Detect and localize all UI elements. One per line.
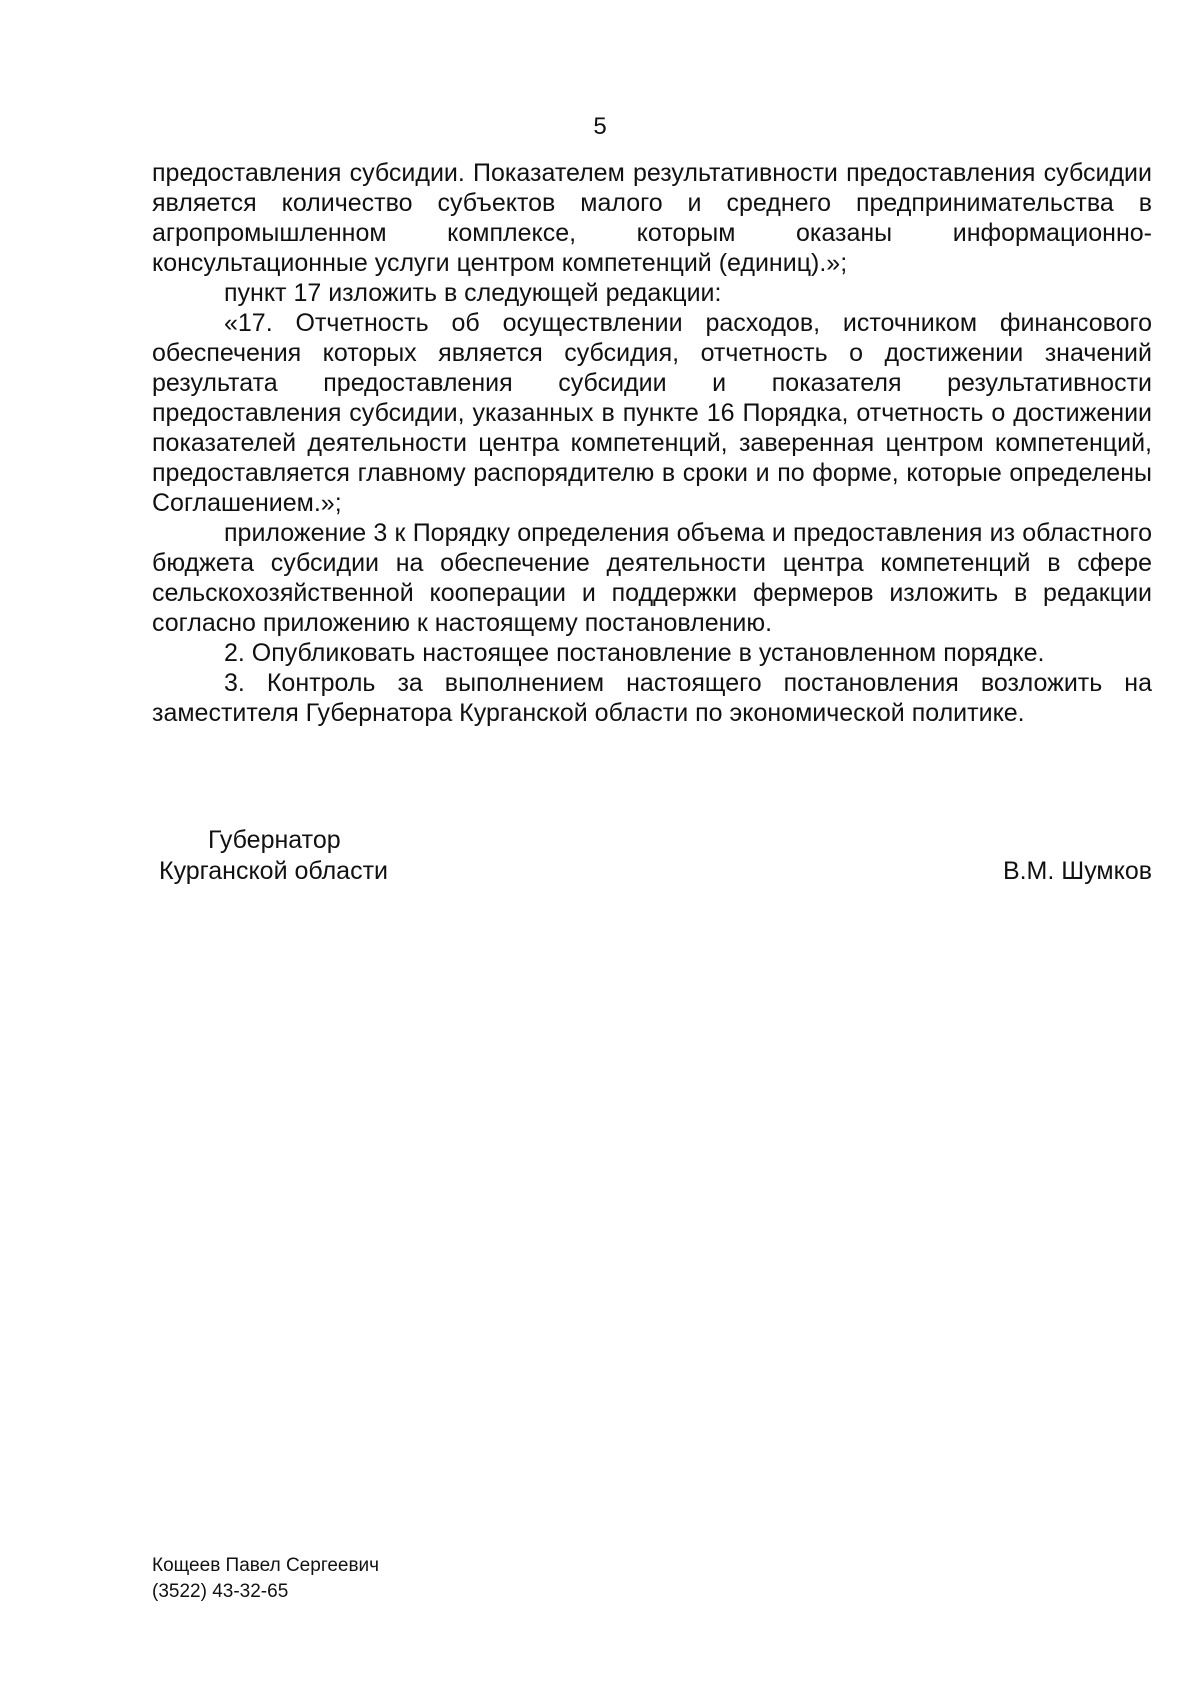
paragraph-item-17-text: «17. Отчетность об осуществлении расходов, источником финансового обеспечения которых является субсидия, отчетность о достижении значений результата предоставления субсидии и показателя результативности предоставления субсидии, указанных в пункте 16 Порядка, отчетность о достижении показателей деятельности центра компетенций, заверенная центром компетенций, предоставляется главному распорядителю в сроки и по форме, которые определены Соглашением.»; — [152, 309, 1152, 517]
paragraph-appendix-3: приложение 3 к Порядку определения объема и предоставления из областного бюджета субсидии на обеспечение деятельности центра компетенций в сфере сельскохозяйственной кооперации и поддержки фермеров изложить в редакции согласно приложению к настоящему постановлению. — [152, 519, 1152, 637]
executor-block — [152, 1553, 379, 1605]
signature-name: В.М. Шумков — [1002, 857, 1152, 885]
paragraph-item-17-intro: пункт 17 изложить в следующей редакции: — [224, 279, 722, 307]
signature-title-line1: Губернатор — [208, 826, 341, 854]
signature-title-line2: Курганской области — [159, 857, 389, 885]
paragraph-clause-3: 3. Контроль за выполнением настоящего постановления возложить на заместителя Губернатора Курганской области по экономической политике. — [152, 669, 1152, 727]
page-number: 5 — [593, 113, 607, 140]
document-body — [152, 158, 1152, 728]
paragraph-continuation: предоставления субсидии. Показателем результативности предоставления субсидии является количество субъектов малого и среднего предпринимательства в агропромышленном комплексе, которым оказаны информационно-консультационные услуги центром компетенций (единиц).»; — [152, 159, 1152, 277]
executor-name: Кощеев Павел Сергеевич — [152, 1555, 380, 1576]
executor-phone: (3522) 43-32-65 — [152, 1581, 289, 1602]
paragraph-clause-2: 2. Опубликовать настоящее постановление в установленном порядке. — [224, 639, 1045, 667]
